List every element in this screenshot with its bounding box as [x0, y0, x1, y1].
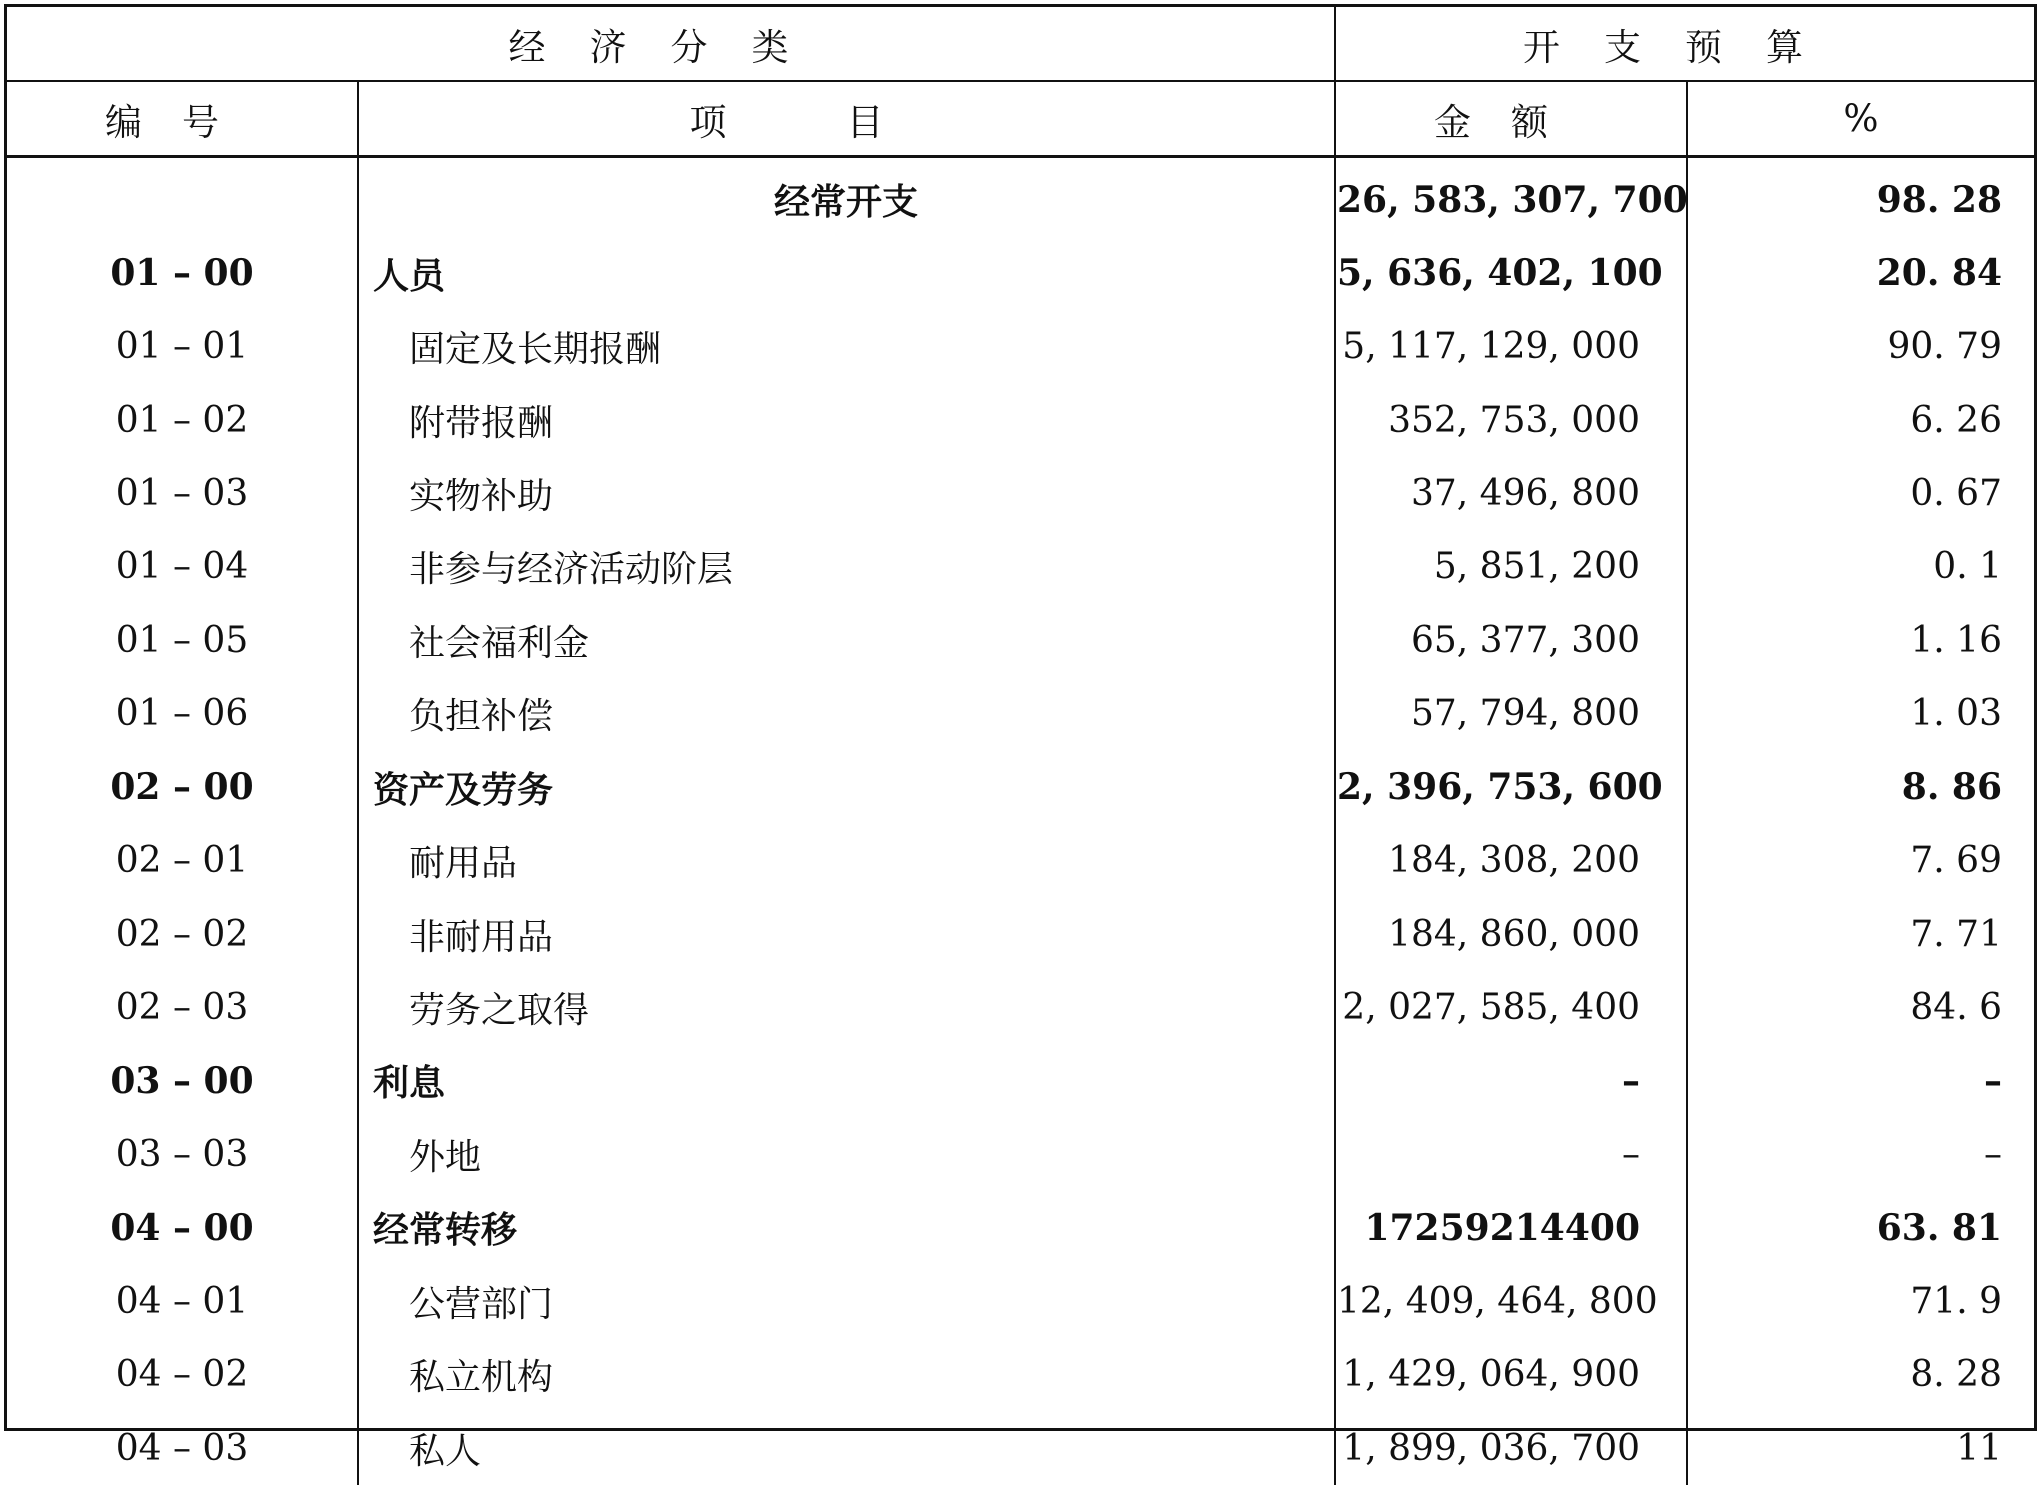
table-row [7, 897, 2034, 970]
row-code: 01 – 06 [115, 693, 249, 735]
header-item: 项目 [358, 81, 1335, 157]
row-percent: 7. 71 [1687, 897, 2034, 970]
row-item: 私立机构 [358, 1338, 1335, 1411]
table-row [7, 1044, 2034, 1117]
row-percent: 1. 03 [1687, 677, 2034, 750]
table-row [7, 971, 2034, 1044]
row-percent: 8. 86 [1687, 751, 2034, 824]
row-code: 03 – 03 [115, 1133, 249, 1175]
header-code: 编号 [7, 81, 358, 157]
row-item: 负担补偿 [358, 677, 1335, 750]
row-code: 02 – 03 [115, 987, 249, 1029]
table-row [7, 1265, 2034, 1338]
table-row [7, 1118, 2034, 1191]
table-row [7, 1338, 2034, 1411]
row-percent: 7. 69 [1687, 824, 2034, 897]
row-code [7, 157, 358, 237]
table-row [7, 530, 2034, 603]
row-code: 01 – 03 [115, 472, 249, 514]
row-percent: 6. 26 [1687, 383, 2034, 456]
row-amount: 184, 308, 200 [1335, 824, 1687, 897]
row-percent: – [1687, 1118, 2034, 1191]
row-percent: 71. 9 [1687, 1265, 2034, 1338]
row-amount: 1, 899, 036, 700 [1335, 1411, 1687, 1484]
row-percent: 98. 28 [1687, 157, 2034, 237]
row-percent: 0. 1 [1687, 530, 2034, 603]
row-percent: – [1687, 1044, 2034, 1117]
row-code: 01 – 05 [115, 619, 249, 661]
row-amount: 12, 409, 464, 800 [1335, 1265, 1687, 1338]
table-row [7, 457, 2034, 530]
row-amount: 2, 396, 753, 600 [1335, 751, 1687, 824]
row-code: 04 – 03 [115, 1427, 249, 1469]
row-amount: 5, 851, 200 [1335, 530, 1687, 603]
row-item: 经常转移 [358, 1191, 1335, 1264]
row-amount: 65, 377, 300 [1335, 604, 1687, 677]
row-code: 04 – 00 [110, 1206, 254, 1249]
table-row [7, 157, 2034, 237]
row-item: 附带报酬 [358, 383, 1335, 456]
table-row [7, 310, 2034, 383]
row-code: 01 – 00 [110, 252, 254, 295]
row-percent: 20. 84 [1687, 236, 2034, 309]
header-expenditure-budget: 开支预算 [1335, 7, 2034, 81]
table-row [7, 1191, 2034, 1264]
header-economic-classification: 经济分类 [7, 7, 1335, 81]
table-row [7, 824, 2034, 897]
row-code: 02 – 00 [110, 766, 254, 809]
row-code: 04 – 01 [115, 1280, 249, 1322]
row-item: 实物补助 [358, 457, 1335, 530]
row-amount: 352, 753, 000 [1335, 383, 1687, 456]
row-item: 固定及长期报酬 [358, 310, 1335, 383]
budget-table [7, 7, 2034, 1485]
row-amount: – [1335, 1118, 1687, 1191]
row-code: 03 – 00 [110, 1059, 254, 1102]
row-percent: 63. 81 [1687, 1191, 2034, 1264]
row-amount: 5, 636, 402, 100 [1335, 236, 1687, 309]
row-code: 02 – 01 [115, 840, 249, 882]
row-amount: 184, 860, 000 [1335, 897, 1687, 970]
table-row [7, 604, 2034, 677]
row-item: 非耐用品 [358, 897, 1335, 970]
row-item: 劳务之取得 [358, 971, 1335, 1044]
row-amount: 2, 027, 585, 400 [1335, 971, 1687, 1044]
row-amount: 1, 429, 064, 900 [1335, 1338, 1687, 1411]
header-percent: % [1687, 81, 2034, 157]
row-item: 人员 [358, 236, 1335, 309]
row-amount: 17259214400 [1335, 1191, 1687, 1264]
row-amount: 57, 794, 800 [1335, 677, 1687, 750]
row-code: 04 – 02 [115, 1354, 249, 1396]
row-amount: 26, 583, 307, 700 [1335, 157, 1687, 237]
budget-table-frame [4, 4, 2037, 1472]
row-amount: – [1335, 1044, 1687, 1117]
row-amount: 5, 117, 129, 000 [1335, 310, 1687, 383]
row-percent: 0. 67 [1687, 457, 2034, 530]
table-row [7, 383, 2034, 456]
table-row [7, 236, 2034, 309]
row-item: 耐用品 [358, 824, 1335, 897]
row-item: 资产及劳务 [358, 751, 1335, 824]
header-column-row [7, 81, 2034, 157]
row-amount: 37, 496, 800 [1335, 457, 1687, 530]
row-code: 02 – 02 [115, 913, 249, 955]
table-row [7, 751, 2034, 824]
row-code: 01 – 01 [115, 326, 249, 368]
row-percent: 90. 79 [1687, 310, 2034, 383]
row-item: 私人 [358, 1411, 1335, 1484]
row-code: 01 – 04 [115, 546, 249, 588]
table-body [7, 157, 2034, 1485]
row-percent: 8. 28 [1687, 1338, 2034, 1411]
row-percent: 11 [1687, 1411, 2034, 1484]
row-item: 非参与经济活动阶层 [358, 530, 1335, 603]
row-percent: 84. 6 [1687, 971, 2034, 1044]
row-percent: 1. 16 [1687, 604, 2034, 677]
table-row [7, 677, 2034, 750]
row-code: 01 – 02 [115, 399, 249, 441]
table-row [7, 1411, 2034, 1484]
header-amount: 金额 [1335, 81, 1687, 157]
row-item: 公营部门 [358, 1265, 1335, 1338]
row-item: 经常开支 [358, 157, 1335, 237]
header-group-row [7, 7, 2034, 81]
row-item: 社会福利金 [358, 604, 1335, 677]
row-item: 利息 [358, 1044, 1335, 1117]
row-item: 外地 [358, 1118, 1335, 1191]
